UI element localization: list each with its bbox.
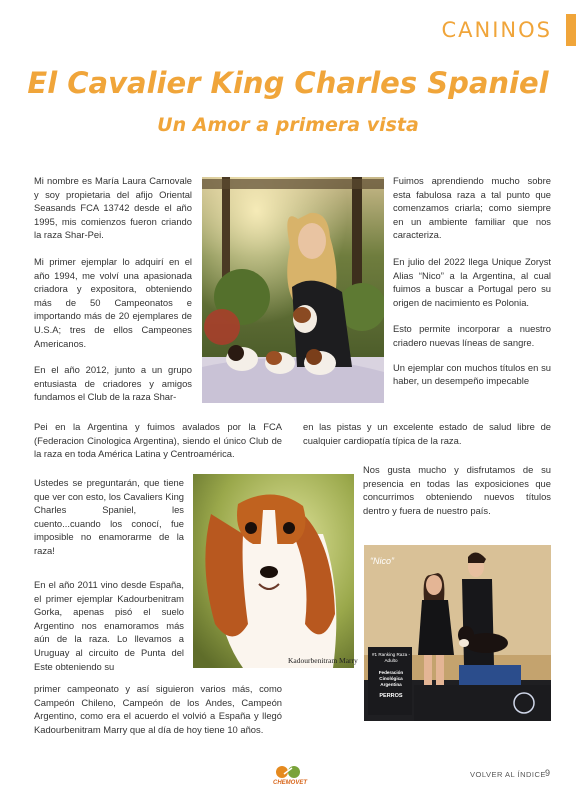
photo-label-nico: “Nico” [370,556,394,566]
chemovet-logo-text: CHEMOVET [272,780,307,786]
paragraph-titles-cont: en las pistas y un excelente estado de salud libre de cualquier cardiopatía típica de la raza. [303,421,551,446]
right-column-top [393,174,551,388]
paragraph-nico: En julio del 2022 llega Unique Zoryst Alias “Nico” a la Argentina, al cual fuimos a buscar a Portugal pero su origen de nacimiento es Polonia. [393,255,551,308]
podium-sign [370,652,412,699]
podium-ranking: #1 Ranking Raza - Adulto [371,652,411,663]
paragraph-gorka-cont: primer campeonato y así siguieron varios más, como Campeón Chileno, Campeón de los Andes, Campeón Argentino, como era el acuerdo el volvió a España y llegó Kadourbenitram Marry que al día de hoy tiene 10 años. [34,683,282,735]
chemovet-logo [270,764,310,790]
podium-brand: PERROS [379,693,403,699]
paragraph-bloodlines: Esto permite incorporar a nuestro criadero nuevas líneas de sangre. [393,323,551,348]
article-title: El Cavalier King Charles Spaniel [27,66,549,100]
podium-org: Federación Cinológica Argentina [378,670,404,687]
photo-cavalier-marry [193,474,354,668]
paragraph-question: Ustedes se preguntarán, que tiene que ver con esto, los Cavaliers King Charles Spaniel, les cuento...cuando los conocí, fue imposible no enamorarme de la raza! [34,477,184,556]
paragraph-club-cont: Pei en la Argentina y fuimos avalados por la FCA (Federacion Cinologica Argentina), siendo el único Club de la raza en toda América Latina y Centroamérica. [34,421,282,460]
page-number: 9 [545,768,551,778]
back-to-index-link[interactable]: VOLVER AL ÍNDICE [470,770,546,779]
article-subtitle: Un Amor a primera vista [157,114,419,136]
photo-breeder-puppies [202,177,384,403]
paragraph-intro: Mi nombre es María Laura Carnovale y soy propietaria del afijo Oriental Seasands FCA 13742 desde el año 1995, mis comienzos fueron criando la raza Shar-Pei. [34,175,192,241]
paragraph-titles: Un ejemplar con muchos títulos en su haber, un desempeño impecable [393,361,551,387]
left-column-top [34,174,192,404]
section-tag: CANINOS [441,18,552,42]
paragraph-club: En el año 2012, junto a un grupo entusiasta de criadores y amigos fundamos el Club de la raza Shar- [34,364,192,403]
paragraph-learning: Fuimos aprendiendo mucho sobre esta fabulosa raza a tal punto que comenzamos criarla; como siempre en un ambiente familiar que nos caracteriza. [393,175,551,241]
section-tag-bar [566,14,576,46]
paragraph-expos: Nos gusta mucho y disfrutamos de su presencia en todas las exposiciones que concurrimos obteniendo nuevos títulos dentro y fuera de nuestro país. [363,464,551,516]
photo-caption-marry: Kadourbenitram Marry [288,656,358,665]
paragraph-gorka: En el año 2011 vino desde España, el primer ejemplar Kadourbenitram Gorka, apenas pisó el suelo Argentino nos enamoramos más aún de la raza. Lo llevamos a Uruguay al circuito de Punta del Este obteniendo su [34,579,184,672]
paragraph-first-dog: Mi primer ejemplar lo adquirí en el año 1994, me volví una apasionada criadora y expositora, obteniendo más de 50 Campeonatos e importando más de 20 ejemplares de U.S.A; tres de ellos Campeones Americanos. [34,255,192,349]
